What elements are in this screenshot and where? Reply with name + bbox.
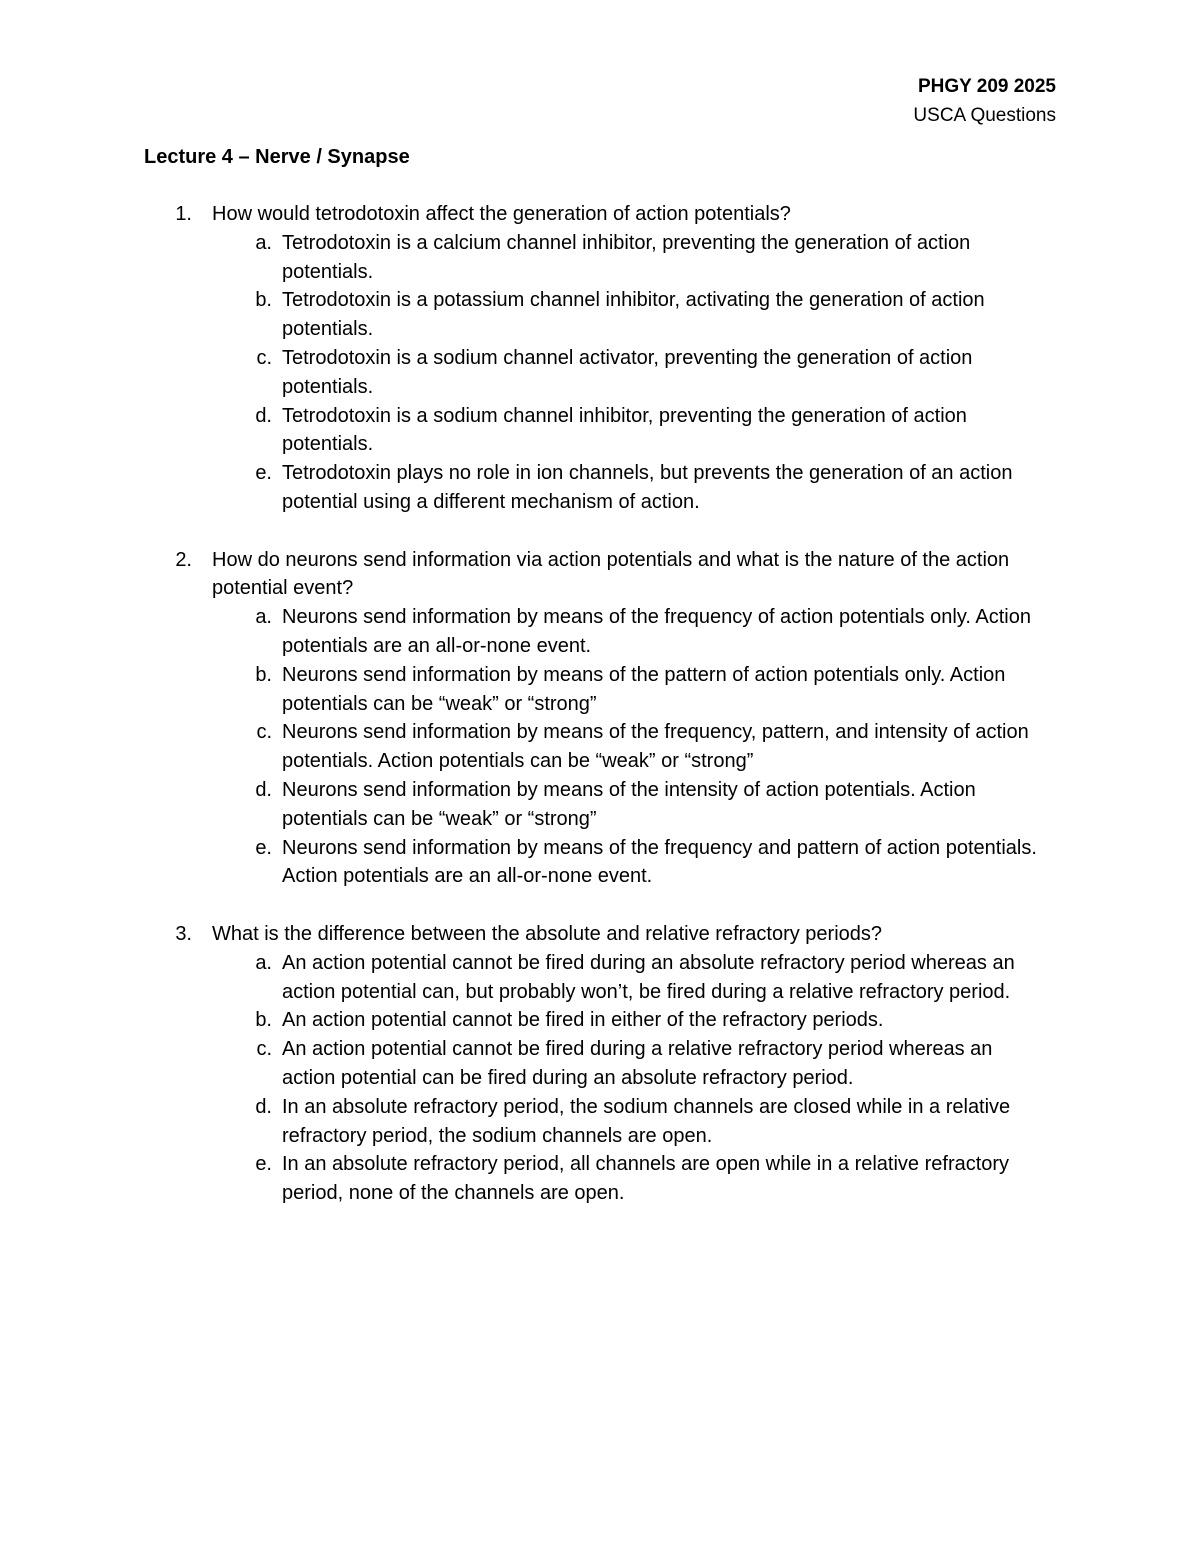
option-a [144,229,1064,287]
option-letter: c. [256,1038,272,1061]
option-d [144,776,1064,834]
option-list [144,229,1064,517]
option-letter: c. [256,721,272,744]
option-letter: c. [256,346,272,369]
option-text: An action potential cannot be fired during an absolute refractory period whereas an action potential can, but probably won’t, be fired during a relative refractory period. [282,951,1015,1003]
option-b [144,286,1064,344]
question-number: 2. [175,548,192,571]
option-text: In an absolute refractory period, all channels are open while in a relative refractory period, none of the channels are open. [282,1153,1010,1205]
option-text: Tetrodotoxin plays no role in ion channels, but prevents the generation of an action potential using a different mechanism of action. [282,462,1013,513]
option-b [144,1006,1064,1035]
option-letter: d. [255,1095,272,1118]
option-letter: b. [255,289,272,312]
option-d [144,402,1064,460]
option-letter: b. [255,1009,272,1032]
option-text: Neurons send information by means of the frequency, pattern, and intensity of action potentials. Action potentials can be “weak” or “strong” [282,721,1029,773]
option-c [144,344,1064,402]
option-text: Tetrodotoxin is a potassium channel inhibitor, activating the generation of action potentials. [282,289,985,341]
option-e [144,1150,1064,1208]
question-number: 3. [175,922,192,945]
option-letter: b. [255,663,272,686]
option-text: An action potential cannot be fired during a relative refractory period whereas an action potential can be fired during an absolute refractory period. [282,1038,993,1089]
option-letter: e. [255,1153,272,1176]
option-text: Tetrodotoxin is a sodium channel activator, preventing the generation of action potentials. [282,346,973,398]
option-e [144,459,1064,517]
course-code: PHGY 209 2025 [917,76,1056,97]
option-letter: a. [255,951,272,974]
question-3 [144,920,1064,1208]
question-text: How would tetrodotoxin affect the generation of action potentials? [212,203,791,225]
question-2 [144,546,1064,892]
option-text: Neurons send information by means of the intensity of action potentials. Action potentials can be “weak” or “strong” [282,778,976,830]
option-list [144,603,1064,891]
question-text: What is the difference between the absolute and relative refractory periods? [212,922,883,945]
question-1 [144,200,1064,517]
question-list [144,200,1064,1237]
option-letter: a. [255,606,272,629]
question-text: How do neurons send information via action potentials and what is the nature of the action potential event? [212,548,1010,600]
option-a [144,603,1064,661]
option-letter: a. [255,231,272,254]
option-text: Neurons send information by means of the frequency of action potentials only. Action potentials are an all-or-none event. [282,606,1031,657]
document-subtitle: USCA Questions [913,105,1056,126]
option-b [144,661,1064,719]
option-list [144,949,1064,1208]
option-text: In an absolute refractory period, the sodium channels are closed while in a relative refractory period, the sodium channels are open. [282,1095,1011,1147]
option-c [144,718,1064,776]
option-text: Neurons send information by means of the pattern of action potentials only. Action potentials can be “weak” or “strong” [282,663,1006,715]
option-letter: e. [255,836,272,859]
option-text: An action potential cannot be fired in either of the refractory periods. [282,1009,884,1032]
option-text: Neurons send information by means of the frequency and pattern of action potentials. Action potentials are an all-or-none event. [282,836,1037,888]
question-number: 1. [175,203,192,225]
option-d [144,1093,1064,1151]
page-header [913,72,1056,130]
option-c [144,1035,1064,1093]
option-a [144,949,1064,1007]
option-letter: d. [255,404,272,427]
option-e [144,834,1064,892]
option-letter: d. [255,778,272,801]
option-text: Tetrodotoxin is a calcium channel inhibitor, preventing the generation of action potentials. [282,231,971,283]
option-letter: e. [255,462,272,485]
lecture-title: Lecture 4 – Nerve / Synapse [144,146,410,168]
option-text: Tetrodotoxin is a sodium channel inhibitor, preventing the generation of action potentials. [282,404,967,456]
